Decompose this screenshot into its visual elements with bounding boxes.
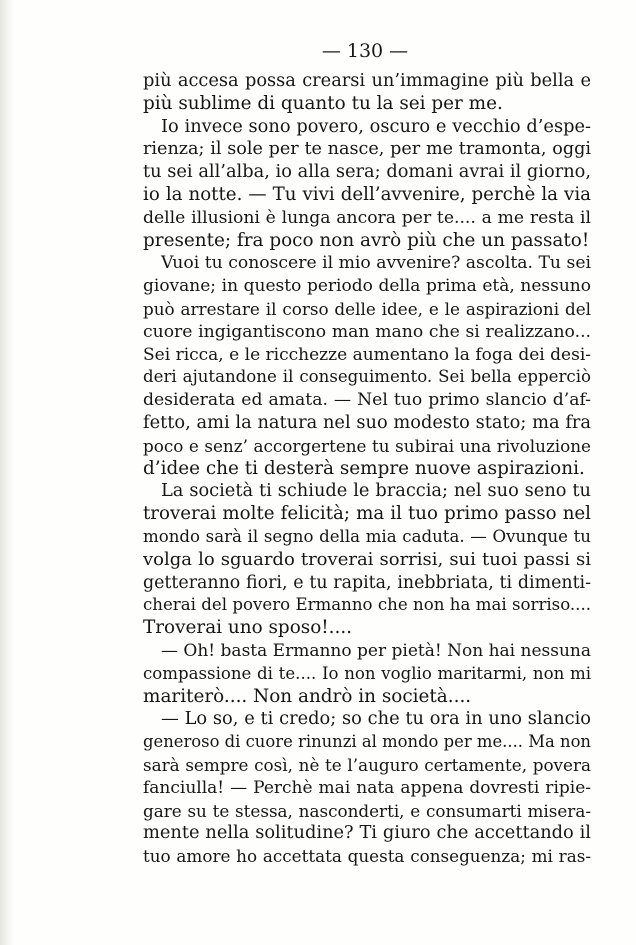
text-line: tu sei all’alba, io alla sera; domani avrai il giorno, [143, 161, 591, 183]
text-line: cherai del povero Ermanno che non ha mai sorriso.... [143, 595, 591, 615]
text-line: generoso di cuore rinunzi al mondo per me.... Ma non [143, 732, 591, 752]
text-line: getteranno fiori, e tu rapita, inebbriata, ti dimenti- [143, 572, 591, 593]
text-line: cuore ingigantiscono man mano che si realizzano... [143, 321, 591, 342]
text-line: rienza; il sole per te nasce, per me tramonta, oggi [143, 139, 591, 160]
text-line: delle illusioni è lunga ancora per te.... a me resta il [143, 207, 591, 228]
text-line: mondo sarà il segno della mia caduta. — Ovunque tu [143, 526, 591, 546]
text-line: Io invece sono povero, oscuro e vecchio d’espe- [161, 115, 591, 137]
text-line: poco e senz’ accorgertene tu subirai una rivoluzione [143, 435, 591, 456]
text-line: d’idee che ti desterà sempre nuove aspirazioni. [143, 457, 585, 479]
text-line: più sublime di quanto tu la sei per me. [143, 92, 503, 114]
page-number: — 130 — [321, 40, 409, 62]
text-line: gare su te stessa, nasconderti, e consumarti misera- [143, 800, 591, 821]
text-line: compassione di te.... Io non voglio maritarmi, non mi [143, 663, 591, 683]
text-line: sarà sempre così, nè te l’auguro certamente, povera [143, 754, 591, 775]
text-line: tuo amore ho accettata questa conseguenza; mi ras- [143, 846, 591, 867]
text-line: mariterò.... Non andrò in società.... [143, 685, 472, 707]
text-line: — Lo so, e ti credo; so che tu ora in uno slancio [161, 708, 591, 730]
text-line: Troverai uno sposo!.... [143, 617, 353, 639]
text-line: volga lo sguardo troverai sorrisi, sui tuoi passi si [143, 548, 591, 570]
text-line: La società ti schiude le braccia; nel suo seno tu [161, 480, 591, 502]
binding-gutter-shadow [0, 0, 14, 945]
text-line: giovane; in questo periodo della prima età, nessuno [143, 276, 591, 297]
text-line: Vuoi tu conoscere il mio avvenire? ascolta. Tu sei [161, 253, 591, 274]
text-line: può arrestare il corso delle idee, e le aspirazioni del [143, 298, 591, 319]
text-line: — Oh! basta Ermanno per pietà! Non hai nessuna [161, 640, 591, 661]
text-line: deri ajutandone il conseguimento. Sei bella epperciò [143, 367, 591, 387]
text-line: troverai molte felicità; ma il tuo primo passo nel [143, 503, 591, 525]
text-line: Sei ricca, e le ricchezze aumentano la foga dei desi- [143, 344, 591, 365]
text-line: desiderata ed amata. — Nel tuo primo slancio d’af- [143, 390, 591, 411]
text-line: fanciulla! — Perchè mai nata appena dovresti ripie- [143, 777, 591, 798]
text-line: più accesa possa crearsi un’immagine più bella e [143, 70, 591, 91]
text-line: fetto, ami la natura nel suo modesto stato; ma fra [143, 411, 591, 433]
body-text [143, 70, 591, 868]
text-line: io la notte. — Tu vivi dell’avvenire, perchè la via [143, 183, 591, 205]
text-line: presente; fra poco non avrò più che un passato! [143, 229, 590, 251]
text-line: mente nella solitudine? Ti giuro che accettando il [143, 822, 591, 844]
